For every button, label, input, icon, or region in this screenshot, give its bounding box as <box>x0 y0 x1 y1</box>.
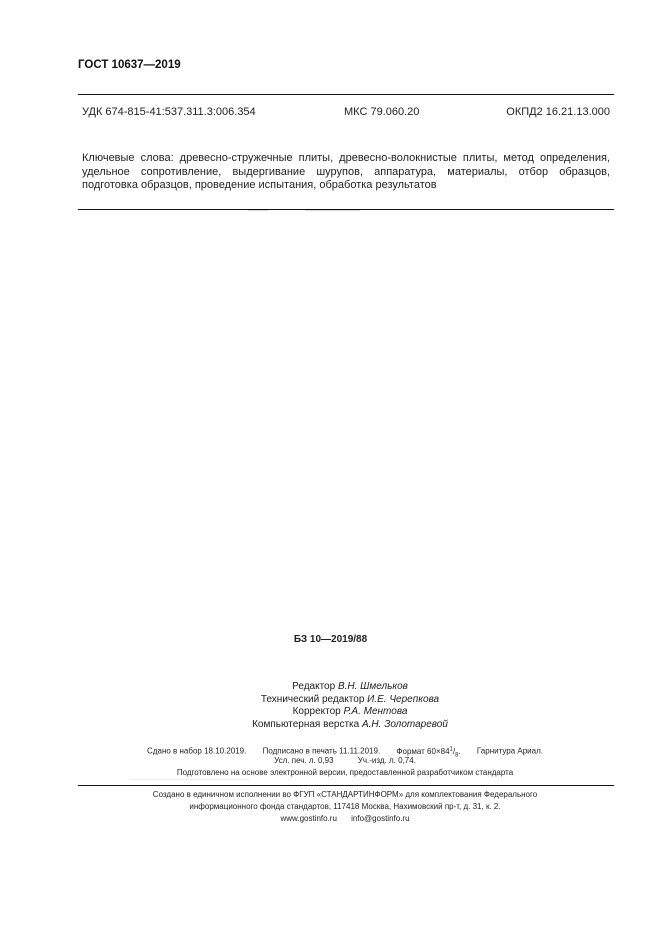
signed-date: Подписано в печать 11.11.2019. <box>262 746 381 756</box>
credit-role: Корректор <box>292 706 344 717</box>
faint-mark <box>248 210 268 211</box>
submitted-date: Сдано в набор 18.10.2019. <box>147 746 247 756</box>
credit-name: И.Е. Черепкова <box>367 693 440 705</box>
website-link[interactable]: www.gostinfo.ru <box>280 814 337 823</box>
prepared-note: Подготовлено на основе электронной версии, предоставленной разработчиком стандарта <box>176 768 514 777</box>
udk-code: УДК 674-815-41:537.311.3:006.354 <box>82 106 256 118</box>
typeface: Гарнитура Ариал. <box>476 746 543 756</box>
header-divider <box>78 94 614 95</box>
document-id: ГОСТ 10637—2019 <box>78 59 181 71</box>
format-sup: 1 <box>449 746 453 752</box>
credit-role: Компьютерная верстка <box>252 718 362 730</box>
credit-editor <box>200 681 500 694</box>
publisher-line-2: информационного фонда стандартов, 117418 Москва, Нахимовский пр-т, д. 31, к. 2. <box>189 802 501 811</box>
imprint-line-2 <box>100 755 590 767</box>
email-link[interactable]: info@gostinfo.ru <box>351 814 410 823</box>
format-suffix: . <box>458 746 461 756</box>
publisher-line-1: Создано в единичном исполнении во ФГУП «СТАНДАРТИНФОРМ» для комплектования Федерального <box>152 790 538 799</box>
format-sub: 8 <box>455 752 459 759</box>
credit-role: Редактор <box>292 681 338 692</box>
credit-name: В.Н. Шмельков <box>337 681 408 692</box>
credit-role: Технический редактор <box>260 693 368 705</box>
credits-block <box>200 681 500 731</box>
keywords-paragraph: Ключевые слова: древесно-стружечные плиты, древесно-волокнистые плиты, метод определения, удельное сопротивление, выдергивание шурупов, аппаратура, материалы, отбор образцов, подготовка образцов, проведение испытания, обработка результатов <box>82 152 610 191</box>
credit-layout <box>200 719 500 732</box>
credit-name: А.Н. Золотаревой <box>361 718 448 730</box>
print-sheets: Усл. печ. л. 0,93 <box>274 756 334 765</box>
imprint-divider <box>78 785 614 786</box>
format-text: Формат 60×84 <box>396 746 450 756</box>
publisher-sheets: Уч.-изд. л. 0,74. <box>357 756 416 765</box>
mks-code: МКС 79.060.20 <box>344 106 420 118</box>
okpd-code: ОКПД2 16.21.13.000 <box>506 106 610 118</box>
format-sep: / <box>452 746 456 756</box>
bz-number: БЗ 10—2019/88 <box>293 634 368 645</box>
publisher-contacts <box>100 813 590 825</box>
credit-proofreader <box>200 706 500 719</box>
credit-name: Р.А. Ментова <box>343 706 408 717</box>
credit-tech-editor <box>200 694 500 707</box>
faint-mark <box>305 210 360 211</box>
faint-mark <box>130 779 250 780</box>
